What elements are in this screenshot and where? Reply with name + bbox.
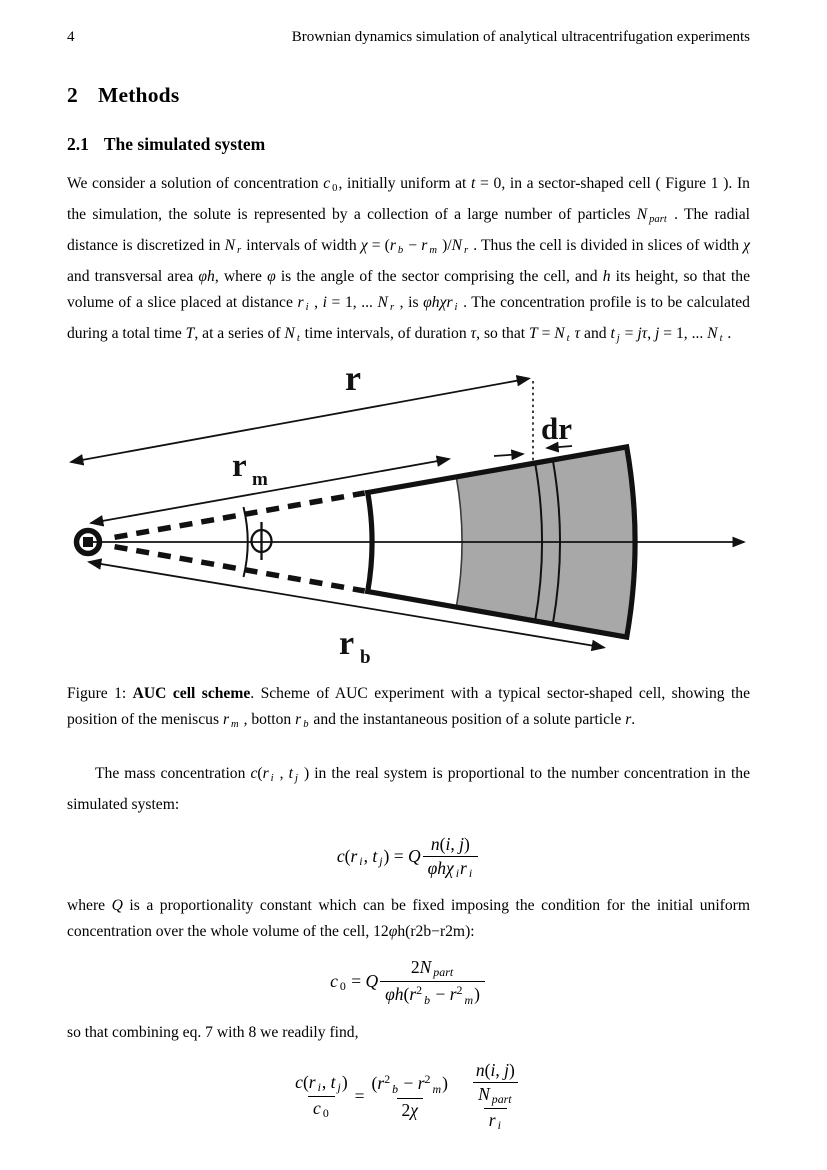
page-header: [67, 29, 750, 46]
running-title: Brownian dynamics simulation of analytical ultracentrifugation experiments: [291, 29, 750, 45]
section-heading: [67, 83, 750, 108]
eq1-denominator: φhχ ir i: [423, 856, 479, 881]
eq2-fraction: [380, 957, 485, 1008]
paragraph-4: so that combining eq. 7 with 8 we readily find,: [67, 1023, 359, 1041]
figure-caption: Figure 1: AUC cell scheme. Scheme of AUC experiment with a typical sector-shaped cell, showing the position of the meniscus r m , botton r b and the instantaneous position of a solute particle r.: [67, 684, 750, 730]
eq3-lhs-numerator: c(r i, t j): [295, 1071, 348, 1095]
paragraph-1: We consider a solution of concentration c 0, initially uniform at t = 0, in a sector-shaped cell ( Figure 1 ). In the simulation, the solute is represented by a collection of a large number of particles N part . The radial distance is discretized in N r intervals of width χ = (r b − r m )/N r . Thus the cell is divided in slices of width χ and transversal area φh, where φ is the angle of the sector comprising the cell, and h its height, so that the volume of a slice placed at distance r i , i = 1, ... N r , is φhχr i . The concentration profile is to be calculated during a total time T, at a series of N t time intervals, of duration τ, so that T = N t τ and t j = jτ, j = 1, ... N t .: [67, 175, 751, 344]
label-rm: [232, 448, 268, 490]
phi-symbol: [252, 522, 272, 560]
eq3-lhs-fraction: [290, 1072, 353, 1122]
auc-cell-diagram: [67, 363, 760, 673]
label-rb: [339, 625, 371, 668]
label-dr: dr: [541, 410, 572, 446]
section-number: 2: [67, 83, 78, 107]
eq1-numerator: n(i, j): [430, 833, 470, 854]
eq3-equals: =: [354, 1086, 365, 1107]
eq2-numerator: 2N part: [410, 957, 454, 980]
subsection-title: The simulated system: [103, 134, 266, 154]
sector-dashed-edge-bottom: [115, 547, 365, 591]
eq1-lhs: c(r i, t j) = Q: [336, 845, 421, 869]
eq1-fraction: [423, 834, 479, 881]
sector-dashed-edge-top: [115, 493, 365, 537]
eq3-f2-denominator: 2χ: [397, 1098, 423, 1121]
label-r: r: [345, 362, 361, 398]
svg-text:r: r: [339, 624, 355, 662]
equation-1: [67, 834, 750, 881]
paragraph-2: The mass concentration c(r i , t j ) in the real system is proportional to the number concentration in the simulated system:: [67, 764, 750, 813]
r-measure-arrow: [71, 378, 529, 462]
eq3-nested-numerator: n(i, j): [475, 1059, 515, 1080]
equation-3: [67, 1060, 750, 1134]
eq3-lhs-denominator: c 0: [308, 1096, 335, 1121]
page-number: 4: [67, 29, 75, 45]
svg-text:m: m: [252, 468, 268, 490]
eq2-lhs: c 0 = Q: [330, 970, 379, 994]
eq2-denominator: $\varphi h(r^2b - r^2m)$: [380, 981, 485, 1007]
equation-2: [67, 957, 750, 1008]
dr-small-arrow-left: [494, 454, 523, 456]
svg-text:r: r: [232, 447, 247, 484]
subsection-heading: [67, 134, 750, 155]
section-title: Methods: [97, 83, 180, 107]
subsection-number: 2.1: [67, 134, 89, 154]
eq3-f3-denominator: r i: [484, 1108, 507, 1133]
eq3-nested-fraction: [471, 1060, 520, 1107]
eq3-f2-numerator: $(r^2b - r^2m)$: [371, 1072, 448, 1096]
svg-text:b: b: [360, 646, 371, 668]
paragraph-3: where Q is a proportionality constant which can be fixed imposing the condition for the initial uniform concentration over the whole volume of the cell, 12φh(r2b−r2m):: [67, 897, 750, 941]
eq3-f3-numerator: [464, 1060, 527, 1108]
eq3-nested-denominator: N part: [473, 1082, 518, 1107]
figure-1: [67, 363, 750, 673]
eq3-fraction-3: [464, 1060, 527, 1134]
dr-small-arrow-right: [547, 446, 572, 448]
eq3-fraction-2: [367, 1072, 453, 1120]
